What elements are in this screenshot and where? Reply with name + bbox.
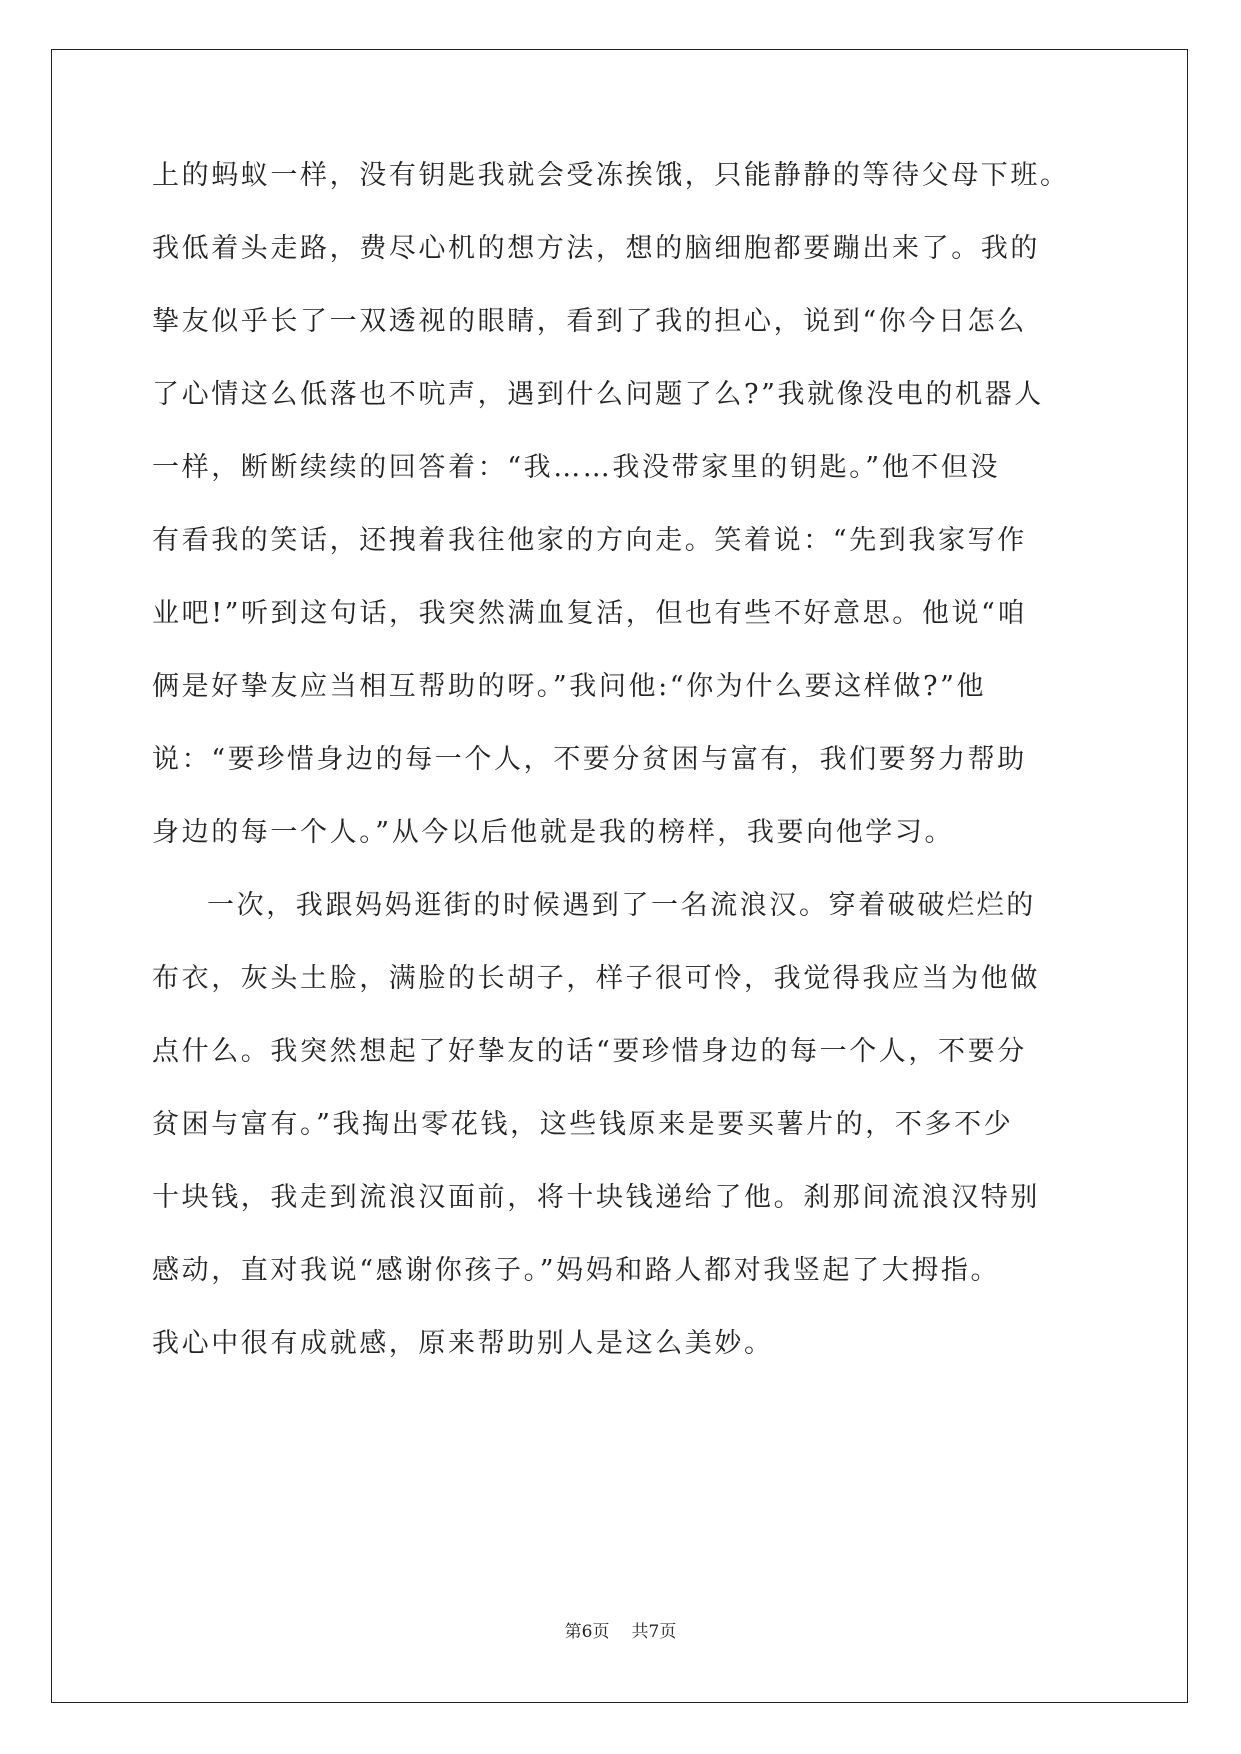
body-line-12: 布衣，灰头土脸，满脸的长胡子，样子很可怜，我觉得我应当为他做	[152, 963, 1040, 994]
body-line-10: 身边的每一个人。”从今以后他就是我的榜样，我要向他学习。	[152, 817, 955, 848]
page-total: 共7页	[631, 1622, 677, 1642]
page-border	[51, 49, 1188, 1703]
body-line-3: 挚友似乎长了一双透视的眼睛，看到了我的担心，说到“你今日怎么	[152, 306, 1027, 337]
paragraph-start-line: 一次，我跟妈妈逛街的时候遇到了一名流浪汉。穿着破破烂烂的	[207, 890, 1036, 921]
body-line-7: 业吧!”听到这句话，我突然满血复活，但也有些不好意思。他说“咱	[152, 598, 1028, 629]
body-line-9: 说：“要珍惜身边的每一个人，不要分贫困与富有，我们要努力帮助	[152, 744, 1027, 775]
body-line-17: 我心中很有成就感，原来帮助别人是这么美妙。	[152, 1328, 774, 1359]
page-number: 第6页	[564, 1622, 610, 1642]
body-line-4: 了心情这么低落也不吭声，遇到什么问题了么?”我就像没电的机器人	[152, 379, 1044, 410]
body-line-13: 点什么。我突然想起了好挚友的话“要珍惜身边的每一个人，不要分	[152, 1036, 1027, 1067]
page-footer	[0, 1617, 1241, 1642]
body-line-14: 贫困与富有。”我掏出零花钱，这些钱原来是要买薯片的，不多不少	[152, 1109, 1014, 1140]
body-line-1: 上的蚂蚁一样，没有钥匙我就会受冻挨饿，只能静静的等待父母下班。	[152, 160, 1070, 191]
body-line-2: 我低着头走路，费尽心机的想方法，想的脑细胞都要蹦出来了。我的	[152, 233, 1040, 264]
body-line-16: 感动，直对我说“感谢你孩子。”妈妈和路人都对我竖起了大拇指。	[152, 1255, 1001, 1286]
body-line-8: 俩是好挚友应当相互帮助的呀。”我问他:“你为什么要这样做?”他	[152, 671, 987, 702]
body-line-6: 有看我的笑话，还拽着我往他家的方向走。笑着说：“先到我家写作	[152, 525, 1027, 556]
body-line-15: 十块钱，我走到流浪汉面前，将十块钱递给了他。刹那间流浪汉特别	[152, 1182, 1040, 1213]
body-line-5: 一样，断断续续的回答着：“我……我没带家里的钥匙。”他不但没	[152, 452, 1001, 483]
